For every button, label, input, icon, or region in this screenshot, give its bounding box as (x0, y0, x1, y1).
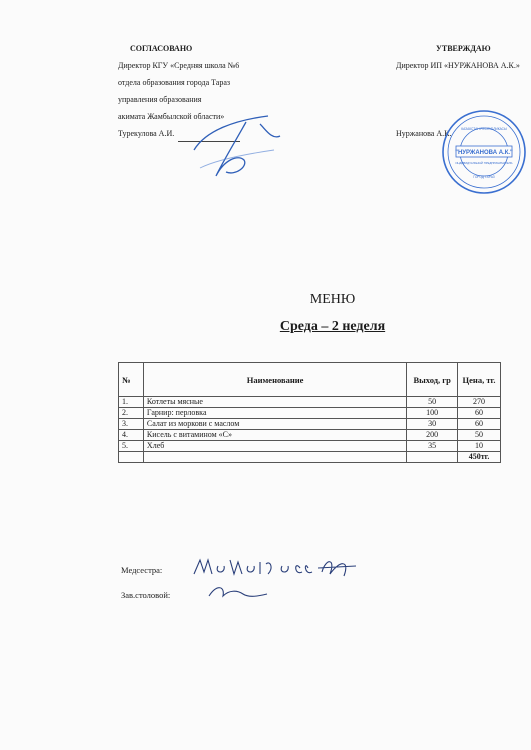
dish-name: Салат из моркови с маслом (143, 419, 406, 430)
table-row (119, 408, 501, 419)
approval-signer-name: Турекулова А.И. (118, 129, 175, 138)
approval-line: отдела образования города Тараз (118, 78, 231, 87)
dish-output: 50 (407, 397, 458, 408)
total-empty-cell (119, 452, 144, 463)
dish-name: Хлеб (143, 441, 406, 452)
row-number: 5. (119, 441, 144, 452)
total-empty-cell (143, 452, 406, 463)
dish-price: 270 (458, 397, 501, 408)
dish-output: 30 (407, 419, 458, 430)
table-row (119, 419, 501, 430)
confirm-line: Директор ИП «НУРЖАНОВА А.К.» (396, 61, 520, 70)
dish-output: 200 (407, 430, 458, 441)
table-row (119, 430, 501, 441)
stamp-name: "НУРЖАНОВА А.К." (455, 150, 513, 156)
approval-line: Директор КГУ «Средняя школа №6 (118, 61, 240, 70)
table-row (119, 441, 501, 452)
head-label: Зав.столовой: (121, 590, 171, 600)
round-stamp-icon (440, 108, 528, 196)
row-number: 3. (119, 419, 144, 430)
menu-table (118, 362, 501, 463)
col-output-header: Выход, гр (407, 363, 458, 397)
dish-output: 35 (407, 441, 458, 452)
total-price: 450тг. (458, 452, 501, 463)
stamp-bottom-text: ГОРОД ТАРАЗ (473, 175, 495, 179)
page-subtitle: Среда – 2 неделя (279, 319, 386, 334)
approval-header: СОГЛАСОВАНО (130, 44, 193, 53)
total-row (119, 452, 501, 463)
dish-output: 100 (407, 408, 458, 419)
row-number: 4. (119, 430, 144, 441)
stamp-inner-text: ИНДИВИДУАЛЬНЫЙ ПРЕДПРИНИМАТЕЛЬ (455, 161, 513, 165)
table-row (119, 397, 501, 408)
dish-name: Котлеты мясные (143, 397, 406, 408)
col-number-header: № (119, 363, 144, 397)
director-signature-icon (176, 110, 296, 190)
stamp-top-text: КАЗАКСТАН РЕСПУБЛИКАСЫ (461, 127, 507, 131)
page-title: МЕНЮ (309, 292, 356, 307)
dish-name: Кисель с витамином «С» (143, 430, 406, 441)
table-header-row (119, 363, 501, 397)
head-signature-icon (203, 580, 273, 608)
approval-line: управления образования (118, 95, 202, 104)
col-name-header: Наименование (143, 363, 406, 397)
dish-name: Гарнир: перловка (143, 408, 406, 419)
dish-price: 50 (458, 430, 501, 441)
row-number: 2. (119, 408, 144, 419)
approval-line: акимата Жамбылской области» (118, 112, 225, 121)
dish-price: 60 (458, 419, 501, 430)
confirm-signer-name: Нуржанова А.К. (396, 129, 452, 138)
nurse-label: Медсестра: (121, 565, 163, 575)
total-empty-cell (407, 452, 458, 463)
col-price-header: Цена, тг. (458, 363, 501, 397)
row-number: 1. (119, 397, 144, 408)
dish-price: 60 (458, 408, 501, 419)
confirm-header: УТВЕРЖДАЮ (436, 44, 491, 53)
dish-price: 10 (458, 441, 501, 452)
